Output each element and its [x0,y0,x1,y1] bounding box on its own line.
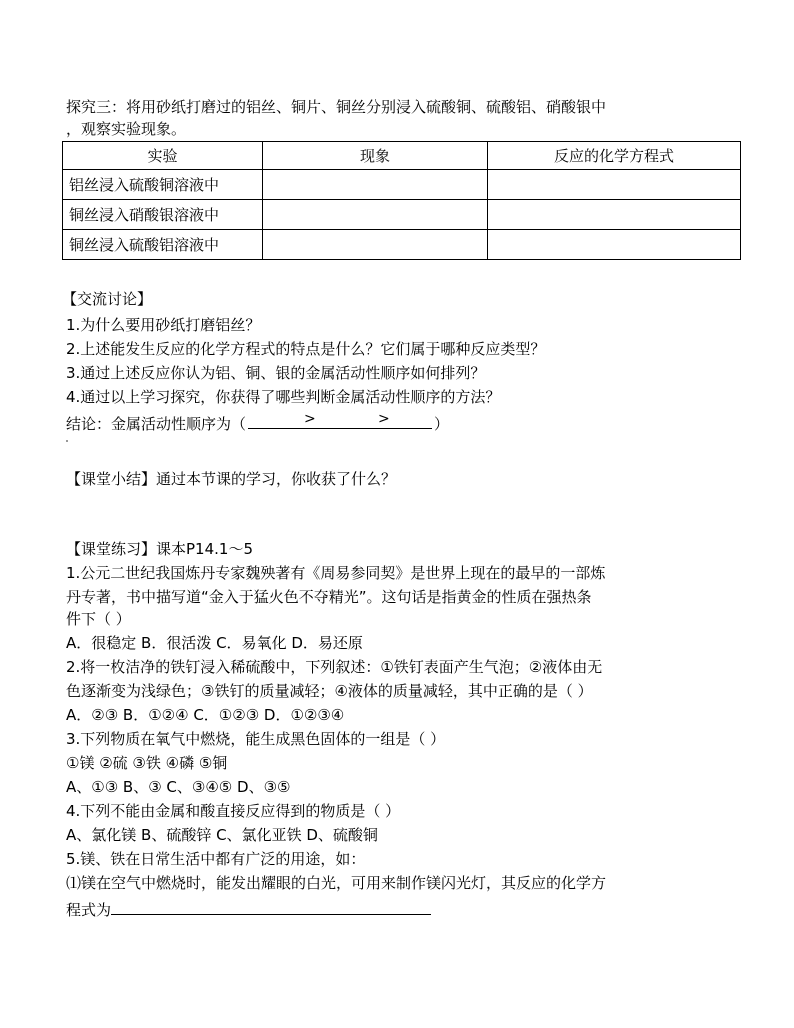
conclusion-suffix: ） [434,415,450,433]
equation-answer-cell[interactable] [488,200,741,230]
greater-than-sign-1: > [304,411,316,427]
discussion-heading: 【交流讨论】 [62,290,153,308]
activity-order-blank[interactable] [248,410,432,429]
section3-intro-line1: 探究三：将用砂纸打磨过的铝丝、铜片、铜丝分别浸入硫酸铜、硫酸铝、硝酸银中 [66,98,607,116]
practice-q3-options: A、①③ B、③ C、③④⑤ D、③⑤ [66,778,291,796]
practice-q5-line2: ⑴镁在空气中燃烧时，能发出耀眼的白光，可用来制作镁闪光灯，其反应的化学方 [66,874,607,892]
practice-q2-line1: 2.将一枚洁净的铁钉浸入稀硫酸中，下列叙述：①铁钉表面产生气泡；②液体由无 [66,658,603,676]
practice-q1-line2: 丹专著，书中描写道“金入于猛火色不夺精光”。这句话是指黄金的性质在强热条 [66,588,592,606]
practice-q2-line2: 色逐渐变为浅绿色；③铁钉的质量减轻；④液体的质量减轻，其中正确的是（ ） [66,682,593,700]
table-row [63,230,741,260]
practice-q5-line1: 5.镁、铁在日常生活中都有广泛的用途，如： [66,850,366,868]
practice-q2-options: A．②③ B．①②④ C．①②③ D．①②③④ [66,706,345,724]
equation-answer-cell[interactable] [488,170,741,200]
discussion-question-4: 4.通过以上学习探究，你获得了哪些判断金属活动性顺序的方法？ [66,388,501,406]
phenomenon-answer-cell[interactable] [263,170,488,200]
conclusion-prefix: 结论：金属活动性顺序为（ [66,415,247,433]
row-experiment-cell: 铝丝浸入硫酸铜溶液中 [63,170,263,200]
practice-heading: 【课堂练习】课本P14.1～5 [66,540,253,558]
phenomenon-answer-cell[interactable] [263,230,488,260]
section3-intro-line2: ，观察实验现象。 [66,120,187,138]
experiment-table [62,141,741,260]
discussion-question-2: 2.上述能发生反应的化学方程式的特点是什么？它们属于哪种反应类型？ [66,340,546,358]
row-experiment-cell: 铜丝浸入硝酸银溶液中 [63,200,263,230]
table-header-row [63,142,741,170]
practice-q3-line1: 3.下列物质在氧气中燃烧，能生成黑色固体的一组是（ ） [66,730,446,748]
conclusion-line [66,410,449,435]
greater-than-sign-2: > [378,411,390,427]
practice-q1-line1: 1.公元二世纪我国炼丹专家魏殃著有《周易参同契》是世界上现在的最早的一部炼 [66,564,606,582]
practice-q4-options: A、氯化镁 B、硫酸锌 C、氯化亚铁 D、硫酸铜 [66,826,378,844]
practice-q5-line3 [66,896,431,921]
stray-dot [66,440,68,442]
equation-prompt: 程式为 [66,901,112,919]
equation-answer-blank[interactable] [111,896,431,915]
table-row [63,200,741,230]
phenomenon-answer-cell[interactable] [263,200,488,230]
header-experiment: 实验 [63,142,263,170]
practice-q1-options: A．很稳定 B．很活泼 C．易氧化 D．易还原 [66,634,363,652]
equation-answer-cell[interactable] [488,230,741,260]
practice-q4-line1: 4.下列不能由金属和酸直接反应得到的物质是（ ） [66,802,401,820]
header-equation: 反应的化学方程式 [488,142,741,170]
row-experiment-cell: 铜丝浸入硫酸铝溶液中 [63,230,263,260]
table-row [63,170,741,200]
discussion-question-3: 3.通过上述反应你认为铝、铜、银的金属活动性顺序如何排列？ [66,364,486,382]
summary-line: 【课堂小结】通过本节课的学习，你收获了什么？ [66,470,397,488]
discussion-question-1: 1.为什么要用砂纸打磨铝丝？ [66,316,261,334]
practice-q3-line2: ①镁 ②硫 ③铁 ④磷 ⑤铜 [66,754,228,772]
header-phenomenon: 现象 [263,142,488,170]
practice-q1-line3: 件下（ ） [66,610,131,628]
